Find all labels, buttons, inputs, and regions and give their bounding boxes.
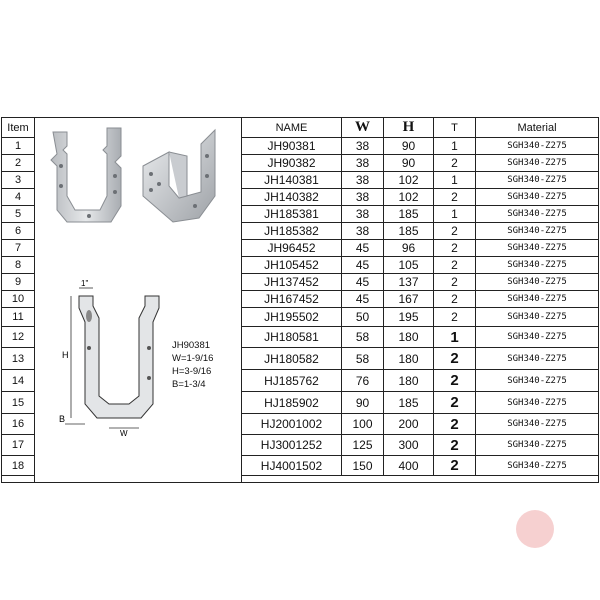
w-cell: 45 xyxy=(342,291,384,307)
table-row xyxy=(242,155,598,172)
w-cell: 38 xyxy=(342,206,384,222)
material-cell: SGH340-Z275 xyxy=(507,375,567,386)
table-row xyxy=(242,308,598,327)
table-row xyxy=(242,435,598,456)
t-cell: 2 xyxy=(434,348,476,369)
dim-top-label: 1" xyxy=(81,279,89,288)
w-cell: 100 xyxy=(342,414,384,434)
material-cell: SGH340-Z275 xyxy=(507,158,567,168)
item-number: 16 xyxy=(2,414,34,435)
name-cell: JH105452 xyxy=(242,257,342,273)
table-header-row xyxy=(242,118,598,138)
t-cell: 2 xyxy=(434,370,476,391)
w-cell: 125 xyxy=(342,435,384,455)
item-number: 3 xyxy=(2,172,34,189)
material-cell: SGH340-Z275 xyxy=(507,175,567,185)
spec-line: JH90381 xyxy=(172,340,211,351)
table-row xyxy=(242,138,598,155)
h-cell: 300 xyxy=(384,435,434,455)
table-row xyxy=(242,291,598,308)
name-cell: JH167452 xyxy=(242,291,342,307)
name-cell: JH180582 xyxy=(242,348,342,369)
t-cell: 2 xyxy=(434,414,476,434)
w-cell: 90 xyxy=(342,392,384,413)
h-cell: 90 xyxy=(384,155,434,171)
material-cell: SGH340-Z275 xyxy=(507,353,567,364)
item-number: 8 xyxy=(2,257,34,274)
h-cell: 185 xyxy=(384,392,434,413)
material-cell: SGH340-Z275 xyxy=(507,243,567,253)
name-cell: JH185381 xyxy=(242,206,342,222)
h-cell: 96 xyxy=(384,240,434,256)
h-cell: 200 xyxy=(384,414,434,434)
material-cell: SGH340-Z275 xyxy=(507,332,567,342)
h-cell: 105 xyxy=(384,257,434,273)
table-row xyxy=(242,172,598,189)
table-row xyxy=(242,240,598,257)
column-header-t: T xyxy=(434,118,476,137)
dim-b-label: B xyxy=(59,414,66,424)
table-row xyxy=(242,348,598,370)
t-cell: 2 xyxy=(434,155,476,171)
w-cell: 58 xyxy=(342,327,384,347)
t-cell: 2 xyxy=(434,257,476,273)
item-number: 1 xyxy=(2,138,34,155)
joist-hanger-photo-angled xyxy=(139,126,219,226)
w-cell: 58 xyxy=(342,348,384,369)
name-cell: HJ2001002 xyxy=(242,414,342,434)
item-number: 15 xyxy=(2,392,34,414)
name-cell: JH185382 xyxy=(242,223,342,239)
t-cell: 2 xyxy=(434,240,476,256)
spec-line: H=3-9/16 xyxy=(172,366,212,377)
item-number: 5 xyxy=(2,206,34,223)
w-cell: 45 xyxy=(342,240,384,256)
t-cell: 2 xyxy=(434,308,476,326)
spec-caption xyxy=(172,339,213,391)
spec-line: W=1-9/16 xyxy=(172,353,214,364)
table-row xyxy=(242,223,598,240)
material-cell: SGH340-Z275 xyxy=(507,294,567,304)
material-cell: SGH340-Z275 xyxy=(507,419,567,429)
h-cell: 102 xyxy=(384,172,434,188)
w-cell: 38 xyxy=(342,172,384,188)
item-number: 6 xyxy=(2,223,34,240)
item-number: 18 xyxy=(2,456,34,476)
t-cell: 2 xyxy=(434,435,476,455)
material-cell: SGH340-Z275 xyxy=(507,397,567,408)
t-cell: 2 xyxy=(434,189,476,205)
item-number: 7 xyxy=(2,240,34,257)
t-cell: 1 xyxy=(434,138,476,154)
material-cell: SGH340-Z275 xyxy=(507,141,567,151)
item-number: 14 xyxy=(2,370,34,392)
dim-w-label: W xyxy=(120,429,128,438)
table-row xyxy=(242,189,598,206)
name-cell: JH137452 xyxy=(242,274,342,290)
column-header-material: Material xyxy=(517,121,557,134)
name-cell: HJ185902 xyxy=(242,392,342,413)
h-cell: 180 xyxy=(384,327,434,347)
h-cell: 185 xyxy=(384,206,434,222)
item-number: 4 xyxy=(2,189,34,206)
t-cell: 2 xyxy=(434,291,476,307)
t-cell: 1 xyxy=(434,206,476,222)
watermark-logo xyxy=(516,510,554,548)
item-number: 12 xyxy=(2,327,34,348)
t-cell: 2 xyxy=(434,274,476,290)
name-cell: JH90381 xyxy=(242,138,342,154)
joist-hanger-dimension-drawing xyxy=(59,278,189,438)
table-row xyxy=(242,257,598,274)
name-cell: HJ185762 xyxy=(242,370,342,391)
w-cell: 38 xyxy=(342,138,384,154)
product-spec-sheet xyxy=(0,117,600,484)
w-cell: 45 xyxy=(342,257,384,273)
spec-table xyxy=(241,117,599,483)
item-number: 13 xyxy=(2,348,34,370)
name-cell: HJ3001252 xyxy=(242,435,342,455)
material-cell: SGH340-Z275 xyxy=(507,209,567,219)
w-cell: 76 xyxy=(342,370,384,391)
h-cell: 195 xyxy=(384,308,434,326)
w-cell: 38 xyxy=(342,223,384,239)
name-cell: JH90382 xyxy=(242,155,342,171)
w-cell: 50 xyxy=(342,308,384,326)
name-cell: JH140382 xyxy=(242,189,342,205)
spec-line: B=1-3/4 xyxy=(172,379,206,390)
h-cell: 137 xyxy=(384,274,434,290)
t-cell: 1 xyxy=(434,172,476,188)
table-row xyxy=(242,392,598,414)
table-row xyxy=(242,327,598,348)
column-header-h: H xyxy=(384,118,434,137)
name-cell: JH195502 xyxy=(242,308,342,326)
h-cell: 102 xyxy=(384,189,434,205)
item-number: 17 xyxy=(2,435,34,456)
product-image-panel xyxy=(35,117,241,483)
h-cell: 400 xyxy=(384,456,434,475)
name-cell: JH140381 xyxy=(242,172,342,188)
w-cell: 38 xyxy=(342,155,384,171)
t-cell: 2 xyxy=(434,456,476,475)
table-row xyxy=(242,414,598,435)
material-cell: SGH340-Z275 xyxy=(507,440,567,450)
joist-hanger-photo-front xyxy=(45,126,130,226)
w-cell: 150 xyxy=(342,456,384,475)
name-cell: HJ4001502 xyxy=(242,456,342,475)
w-cell: 38 xyxy=(342,189,384,205)
name-cell: JH180581 xyxy=(242,327,342,347)
table-row xyxy=(242,370,598,392)
h-cell: 180 xyxy=(384,348,434,369)
h-cell: 185 xyxy=(384,223,434,239)
t-cell: 2 xyxy=(434,392,476,413)
item-number: 11 xyxy=(2,308,34,327)
material-cell: SGH340-Z275 xyxy=(507,312,567,322)
h-cell: 180 xyxy=(384,370,434,391)
material-cell: SGH340-Z275 xyxy=(507,260,567,270)
material-cell: SGH340-Z275 xyxy=(507,277,567,287)
h-cell: 167 xyxy=(384,291,434,307)
material-cell: SGH340-Z275 xyxy=(507,226,567,236)
name-cell: JH96452 xyxy=(242,240,342,256)
item-column xyxy=(1,117,35,483)
item-number: 2 xyxy=(2,155,34,172)
column-header-name: NAME xyxy=(242,118,342,137)
table-row xyxy=(242,206,598,223)
material-cell: SGH340-Z275 xyxy=(507,192,567,202)
column-header-w: W xyxy=(342,118,384,137)
table-row xyxy=(242,274,598,291)
material-cell: SGH340-Z275 xyxy=(507,460,567,471)
t-cell: 1 xyxy=(434,327,476,347)
item-header: Item xyxy=(2,118,34,138)
item-number: 9 xyxy=(2,274,34,291)
h-cell: 90 xyxy=(384,138,434,154)
table-row xyxy=(242,456,598,476)
w-cell: 45 xyxy=(342,274,384,290)
item-number: 10 xyxy=(2,291,34,308)
t-cell: 2 xyxy=(434,223,476,239)
dim-h-label: H xyxy=(62,350,69,360)
